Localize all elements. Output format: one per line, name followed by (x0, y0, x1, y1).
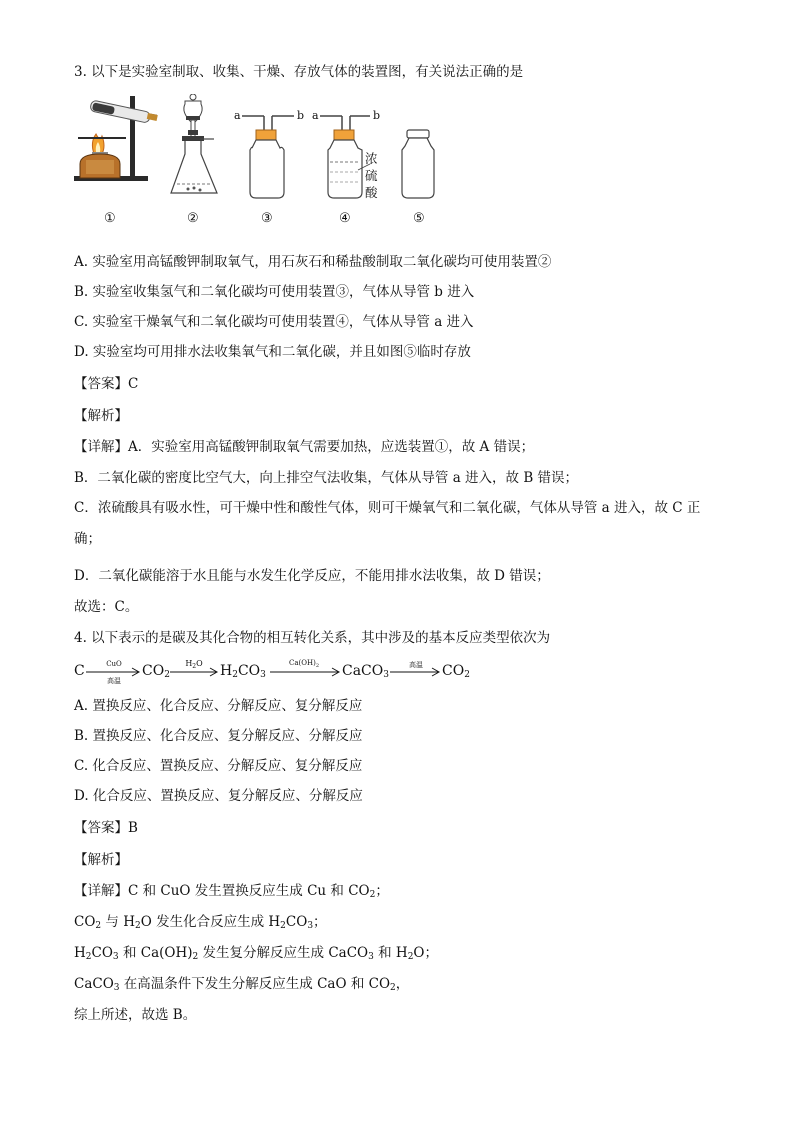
q4-analysis-label: 【解析】 (74, 852, 128, 868)
chain-species-h2co3: $H_2CO_3$ (220, 663, 266, 680)
q4-conclusion: 综上所述，故选 B。 (74, 1007, 197, 1023)
figure-label-3: ③ (261, 211, 273, 226)
q3-detail-b: B．二氧化碳的密度比空气大，向上排空气法收集，气体从导管 a 进入，故 B 错误； (74, 470, 579, 486)
document-page (74, 62, 734, 1025)
conc-char-3: 酸 (365, 185, 378, 200)
q4-answer: 【答案】B (74, 820, 138, 836)
apparatus-figure (74, 94, 454, 242)
q4-option-a: A. 置换反应、化合反应、分解反应、复分解反应 (74, 698, 363, 714)
figure-label-5: ⑤ (413, 211, 425, 226)
q3-option-b: B. 实验室收集氢气和二氧化碳均可使用装置③，气体从导管 b 进入 (74, 284, 475, 300)
q4-option-b: B. 置换反应、化合反应、复分解反应、分解反应 (74, 728, 363, 744)
chain-species-c: C (74, 663, 85, 679)
chain-species-co2-final: $CO_2$ (442, 663, 470, 680)
q4-detail-line-2: $CO_2$ 与 $H_2O$ 发生化合反应生成 $H_2CO_3$； (74, 914, 327, 931)
conc-char-2: 硫 (365, 168, 378, 183)
conc-char-1: 浓 (365, 151, 378, 166)
svg-text:a: a (234, 109, 241, 122)
q3-answer: 【答案】C (74, 376, 139, 392)
svg-text:a: a (312, 109, 319, 122)
figure-label-1: ① (104, 211, 116, 226)
chain-species-caco3: CaCO$_3$ (342, 663, 389, 680)
chain-cond-3-top: $Ca(OH)_2$ (288, 659, 320, 669)
q4-option-d: D. 化合反应、置换反应、复分解反应、分解反应 (74, 788, 363, 804)
apparatus-2-flask-funnel (171, 94, 217, 193)
q3-detail-c: C．浓硫酸具有吸水性，可干燥中性和酸性气体，则可干燥氧气和二氧化碳，气体从导管 a 进入，故 C 正确； (74, 500, 701, 547)
svg-text:b: b (373, 109, 381, 122)
chain-cond-4-top: 高温 (409, 661, 423, 669)
q4-detail-line-4: CaCO$_3$ 在高温条件下发生分解反应生成 CaO 和 $CO_2$， (74, 976, 410, 993)
chain-cond-1-bottom: 高温 (107, 677, 121, 685)
q3-option-d: D. 实验室均可用排水法收集氧气和二氧化碳，并且如图⑤临时存放 (74, 344, 471, 360)
figure-label-4: ④ (339, 211, 351, 226)
q3-option-a: A. 实验室用高锰酸钾制取氧气，用石灰石和稀盐酸制取二氧化碳均可使用装置② (74, 254, 552, 270)
q3-detail-d: D．二氧化碳能溶于水且能与水发生化学反应，不能用排水法收集，故 D 错误； (74, 568, 550, 584)
q3-detail-a: 【详解】A．实验室用高锰酸钾制取氧气需要加热，应选装置①，故 A 错误； (74, 439, 535, 455)
svg-text:b: b (297, 109, 305, 122)
q3-option-c: C. 实验室干燥氧气和二氧化碳均可使用装置④，气体从导管 a 进入 (74, 314, 474, 330)
chain-species-co2: $CO_2$ (142, 663, 170, 680)
figure-label-2: ② (187, 211, 199, 226)
question-3-title: 3. 以下是实验室制取、收集、干燥、存放气体的装置图，有关说法正确的是 (74, 64, 524, 80)
apparatus-3-gas-bottle (234, 109, 304, 198)
conc-sulfuric-acid-label (365, 150, 379, 201)
chain-cond-2-top: $H_2O$ (185, 659, 203, 670)
apparatus-1-heating-setup (74, 96, 158, 181)
apparatus-5-gas-jar (402, 130, 434, 198)
carbon-conversion-chain (74, 656, 734, 686)
question-4-title: 4. 以下表示的是碳及其化合物的相互转化关系，其中涉及的基本反应类型依次为 (74, 630, 551, 646)
q4-option-c: C. 化合反应、置换反应、分解反应、复分解反应 (74, 758, 363, 774)
q3-conclusion: 故选：C。 (74, 599, 139, 615)
q4-detail-line-3: $H_2CO_3$ 和 $Ca(OH)_2$ 发生复分解反应生成 CaCO$_3$ 和 $H_2O$； (74, 945, 438, 962)
q3-analysis-label: 【解析】 (74, 408, 128, 424)
chain-cond-1-top: CuO (106, 660, 122, 668)
q4-detail-line-1: 【详解】C 和 CuO 发生置换反应生成 Cu 和 $CO_2$； (74, 883, 389, 900)
